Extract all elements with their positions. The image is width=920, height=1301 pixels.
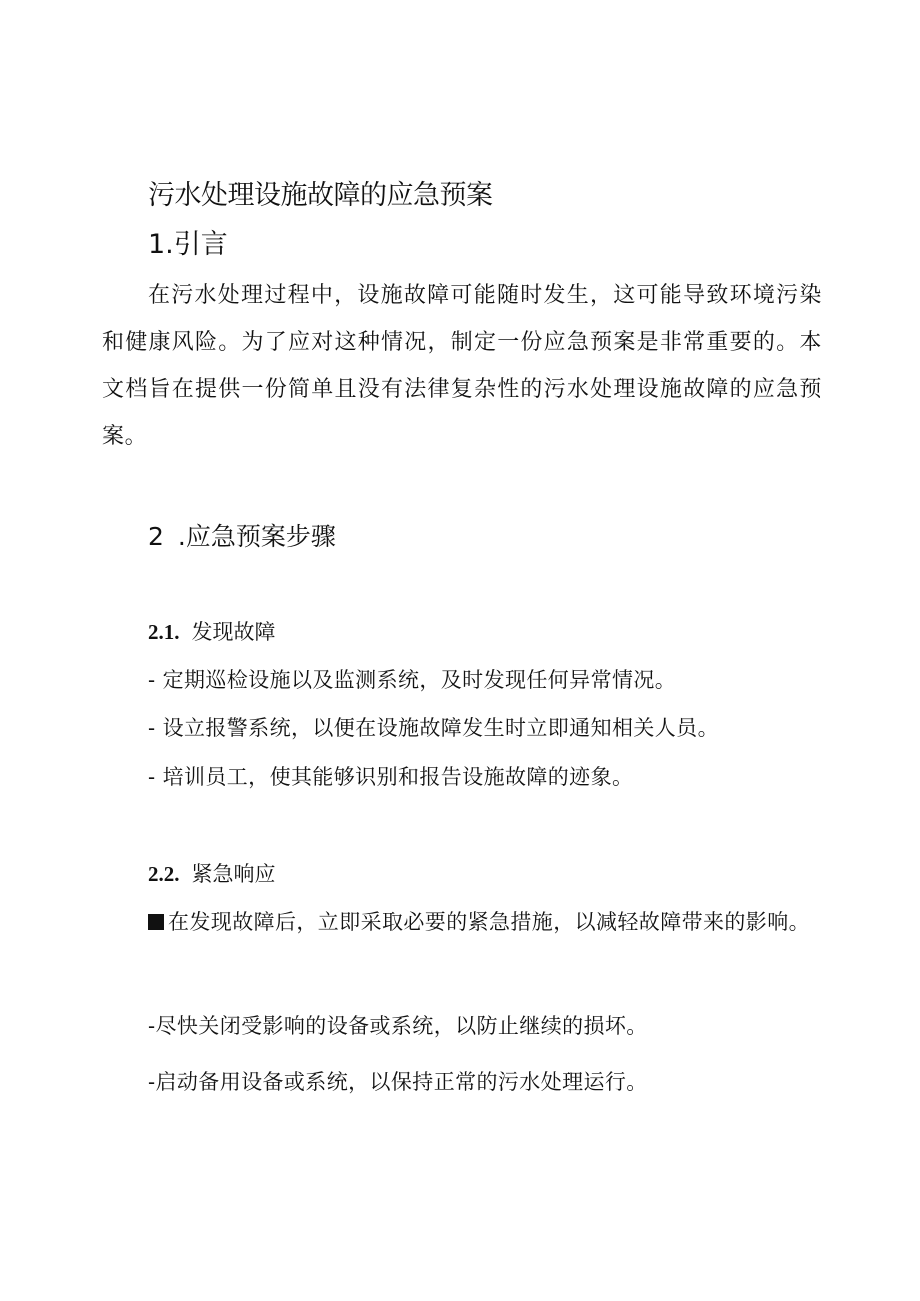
list-item: - 设立报警系统，以便在设施故障发生时立即通知相关人员。 xyxy=(148,716,719,740)
section-2-title: .应急预案步骤 xyxy=(177,522,336,551)
document-title: 污水处理设施故障的应急预案 xyxy=(148,180,493,211)
section-1-paragraph: 在污水处理过程中，设施故障可能随时发生，这可能导致环境污染和健康风险。为了应对这种情况，制定一份应急预案是非常重要的。本文档旨在提供一份简单且没有法律复杂性的污水处理设施故障的应急预案。 xyxy=(102,283,822,449)
subsection-2-1-number: 2.1. xyxy=(148,620,180,644)
list-item: -尽快关闭受影响的设备或系统，以防止继续的损坏。 xyxy=(148,1014,648,1038)
list-item: - 定期巡检设施以及监测系统，及时发现任何异常情况。 xyxy=(148,668,677,692)
subsection-2-2-heading xyxy=(148,857,276,891)
section-2-heading xyxy=(148,517,336,557)
square-bullet-icon xyxy=(148,914,164,930)
subsection-2-1-heading xyxy=(148,615,276,649)
section-2-number: 2 xyxy=(148,522,164,551)
subsection-2-2-lead xyxy=(102,899,822,946)
list-item: -启动备用设备或系统，以保持正常的污水处理运行。 xyxy=(148,1070,648,1094)
section-1-heading: 1.引言 xyxy=(148,229,228,260)
subsection-2-2-title: 紧急响应 xyxy=(191,862,276,886)
list-item: - 培训员工，使其能够识别和报告设施故障的迹象。 xyxy=(148,765,634,789)
subsection-2-2-number: 2.2. xyxy=(148,862,180,886)
subsection-2-1-title: 发现故障 xyxy=(191,620,276,644)
subsection-2-2-lead-text: 在发现故障后，立即采取必要的紧急措施，以减轻故障带来的影响。 xyxy=(168,910,810,934)
